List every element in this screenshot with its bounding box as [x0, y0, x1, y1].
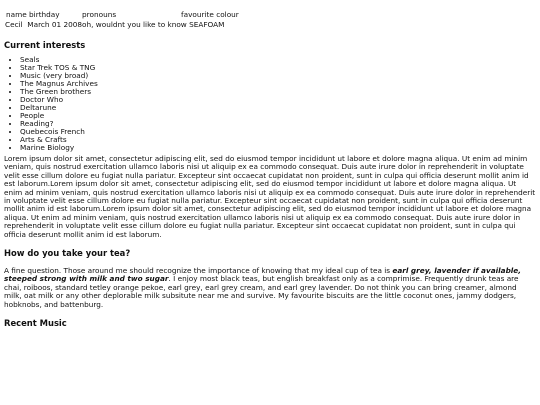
cell-pronouns: oh, wouldnt you like to know — [82, 20, 187, 29]
list-item: • Marine Biology — [20, 144, 536, 152]
cell-favourite-colour: SEAFOAM — [189, 20, 225, 29]
list-item: • The Magnus Archives — [20, 80, 536, 88]
tea-emphasis: earl grey, lavender if available, steeped strong with milk and two sugar — [4, 266, 522, 284]
list-item: • Quebecois French — [20, 128, 536, 136]
tea-heading: How do you take your tea? — [4, 248, 131, 259]
interests-list — [4, 56, 536, 152]
list-item: • Star Trek TOS & TNG — [20, 64, 536, 72]
list-item: • Deltarune — [20, 104, 536, 112]
music-heading: Recent Music — [4, 318, 67, 329]
list-item: • Arts & Crafts — [20, 136, 536, 144]
header-favourite-colour: favourite colour — [181, 10, 239, 19]
tea-text-before: A fine question. Those around me should recognize the importance of knowing that my ideal cup of tea is — [4, 266, 393, 276]
header-pronouns: pronouns — [82, 10, 117, 19]
cell-name: Cecil — [5, 20, 23, 29]
cell-pronouns-colour — [82, 20, 239, 30]
header-name-birthday — [4, 10, 82, 20]
tea-text-after: . I enjoy most black teas, but english breakfast only as a comprimise. Frequently drunk teas are chai, roiboos, standard tetley orange pekoe, earl grey, earl grey cream, and earl grey lavender. Do not think you can bring creamer, almond milk, oat milk or any other deplorable milk subsitute near me and survive. My favourite biscuits are the little coconut ones, jammy dodgers, hobknobs, and battenburg. — [4, 274, 519, 309]
list-item: • People — [20, 112, 536, 120]
tea-paragraph — [4, 267, 536, 309]
list-item: • Music (very broad) — [20, 72, 536, 80]
interests-heading: Current interests — [4, 40, 86, 50]
list-item: • Seals — [20, 56, 536, 64]
list-item: • Reading? — [20, 120, 536, 128]
list-item: • The Green brothers — [20, 88, 536, 96]
interests-paragraph: Lorem ipsum dolor sit amet, consectetur adipiscing elit, sed do eiusmod tempor incididunt ut labore et dolore magna aliqua. Ut enim ad minim veniam, quis nostrud exercitation ullamco laboris nisi ut aliquip ex ea commodo consequat. Duis aute irure dolor in reprehenderit in voluptate velit esse cillum dolore eu fugiat nulla pariatur. Excepteur sint occaecat cupidatat non proident, sunt in culpa qui officia deserunt mollit anim id est laborum.Lorem ipsum dolor sit amet, consectetur adipiscing elit, sed do eiusmod tempor incididunt ut labore et dolore magna aliqua. Ut enim ad minim veniam, quis nostrud exercitation ullamco laboris nisi ut aliquip ex ea commodo consequat. Duis aute irure dolor in reprehenderit in voluptate velit esse cillum dolore eu fugiat nulla pariatur. Excepteur sint occaecat cupidatat non proident, sunt in culpa qui officia deserunt mollit anim id est laborum.Lorem ipsum dolor sit amet, consectetur adipiscing elit, sed do eiusmod tempor incididunt ut labore et dolore magna aliqua. Ut enim ad minim veniam, quis nostrud exercitation ullamco laboris nisi ut aliquip ex ea commodo consequat. Duis aute irure dolor in reprehenderit in voluptate velit esse cillum dolore eu fugiat nulla pariatur. Excepteur sint occaecat cupidatat non proident, sunt in culpa qui officia deserunt mollit anim id est laborum. — [4, 154, 536, 239]
profile-header-row — [4, 10, 239, 20]
cell-name-birthday — [4, 20, 82, 30]
cell-birthday: March 01 2008 — [27, 20, 83, 29]
profile-table — [4, 10, 239, 30]
header-name: name — [6, 10, 27, 19]
header-birthday: birthday — [29, 10, 60, 19]
list-item: • Doctor Who — [20, 96, 536, 104]
profile-data-row — [4, 20, 239, 30]
